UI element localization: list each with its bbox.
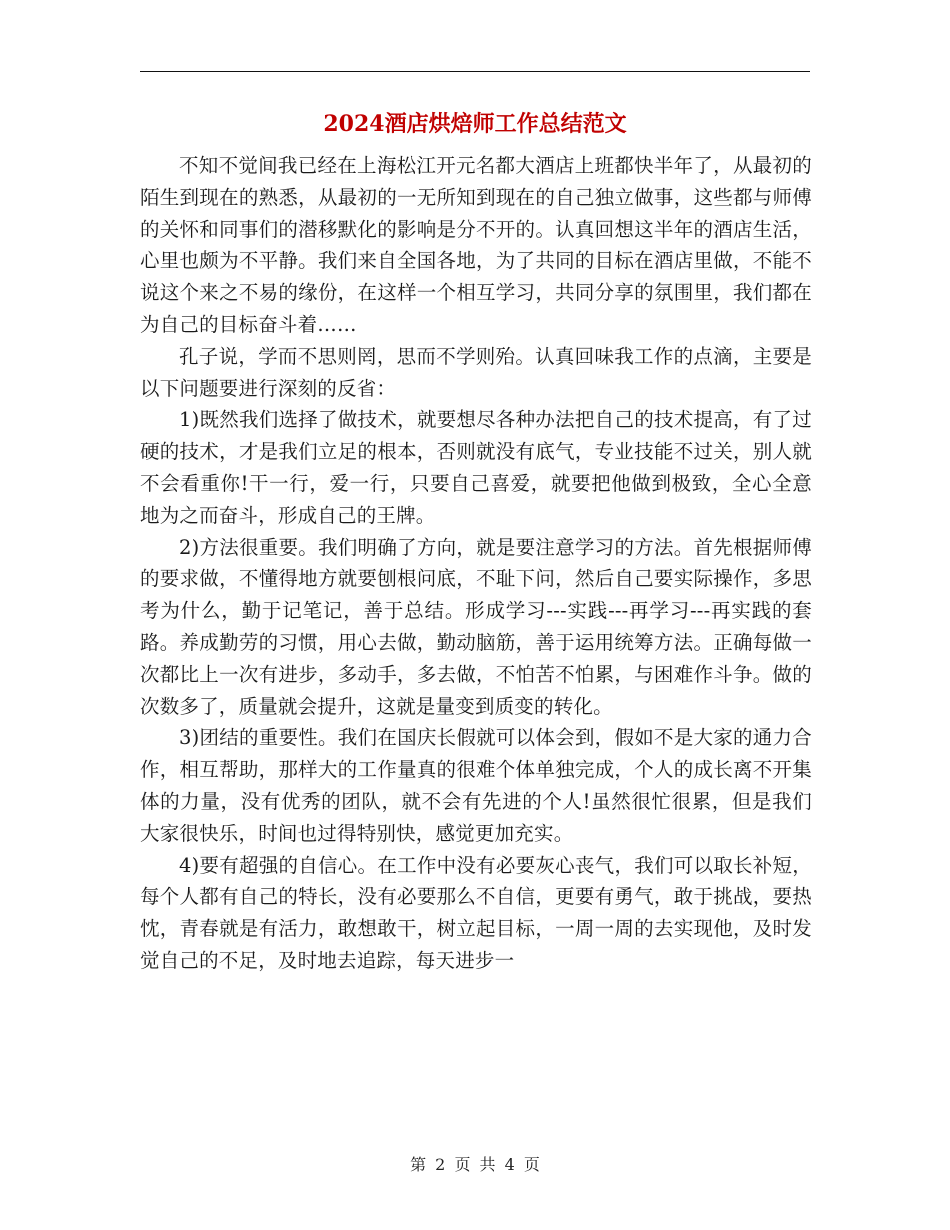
document-body <box>140 150 812 977</box>
paragraph-confucius: 孔子说，学而不思则罔，思而不学则殆。认真回味我工作的点滴，主要是以下问题要进行深刻的反省： <box>140 344 812 400</box>
paragraph-point-1: 1)既然我们选择了做技术，就要想尽各种办法把自己的技术提高，有了过硬的技术，才是我们立足的根本，否则就没有底气，专业技能不过关，别人就不会看重你!干一行，爱一行，只要自己喜爱，就要把他做到极致，全心全意地为之而奋斗，形成自己的王牌。 <box>140 408 812 527</box>
paragraph-point-2: 2)方法很重要。我们明确了方向，就是要注意学习的方法。首先根据师傅的要求做，不懂得地方就要刨根问底，不耻下问，然后自己要实际操作，多思考为什么，勤于记笔记，善于总结。形成学习---实践---再学习---再实践的套路。养成勤劳的习惯，用心去做，勤动脑筋，善于运用统筹方法。正确每做一次都比上一次有进步，多动手，多去做，不怕苦不怕累，与困难作斗争。做的次数多了，质量就会提升，这就是量变到质变的转化。 <box>140 535 812 718</box>
paragraph-point-4: 4)要有超强的自信心。在工作中没有必要灰心丧气，我们可以取长补短，每个人都有自己的特长，没有必要那么不自信，更要有勇气，敢于挑战，要热忱，青春就是有活力，敢想敢干，树立起目标，一周一周的去实现他，及时发觉自己的不足，及时地去追踪，每天进步一 <box>140 853 812 972</box>
paragraph-intro: 不知不觉间我已经在上海松江开元名都大酒店上班都快半年了，从最初的陌生到现在的熟悉，从最初的一无所知到现在的自己独立做事，这些都与师傅的关怀和同事们的潜移默化的影响是分不开的。认真回想这半年的酒店生活，心里也颇为不平静。我们来自全国各地，为了共同的目标在酒店里做，不能不说这个来之不易的缘份，在这样一个相互学习，共同分享的氛围里，我们都在为自己的目标奋斗着…… <box>140 154 812 336</box>
paragraph-point-3: 3)团结的重要性。我们在国庆长假就可以体会到，假如不是大家的通力合作，相互帮助，那样大的工作量真的很难个体单独完成，个人的成长离不开集体的力量，没有优秀的团队，就不会有先进的个人!虽然很忙很累，但是我们大家很快乐，时间也过得特别快，感觉更加充实。 <box>140 726 812 845</box>
header-rule <box>140 71 810 72</box>
document-title: 2024酒店烘焙师工作总结范文 <box>323 111 627 137</box>
page-number-footer: 第 2 页 共 4 页 <box>410 1155 540 1174</box>
